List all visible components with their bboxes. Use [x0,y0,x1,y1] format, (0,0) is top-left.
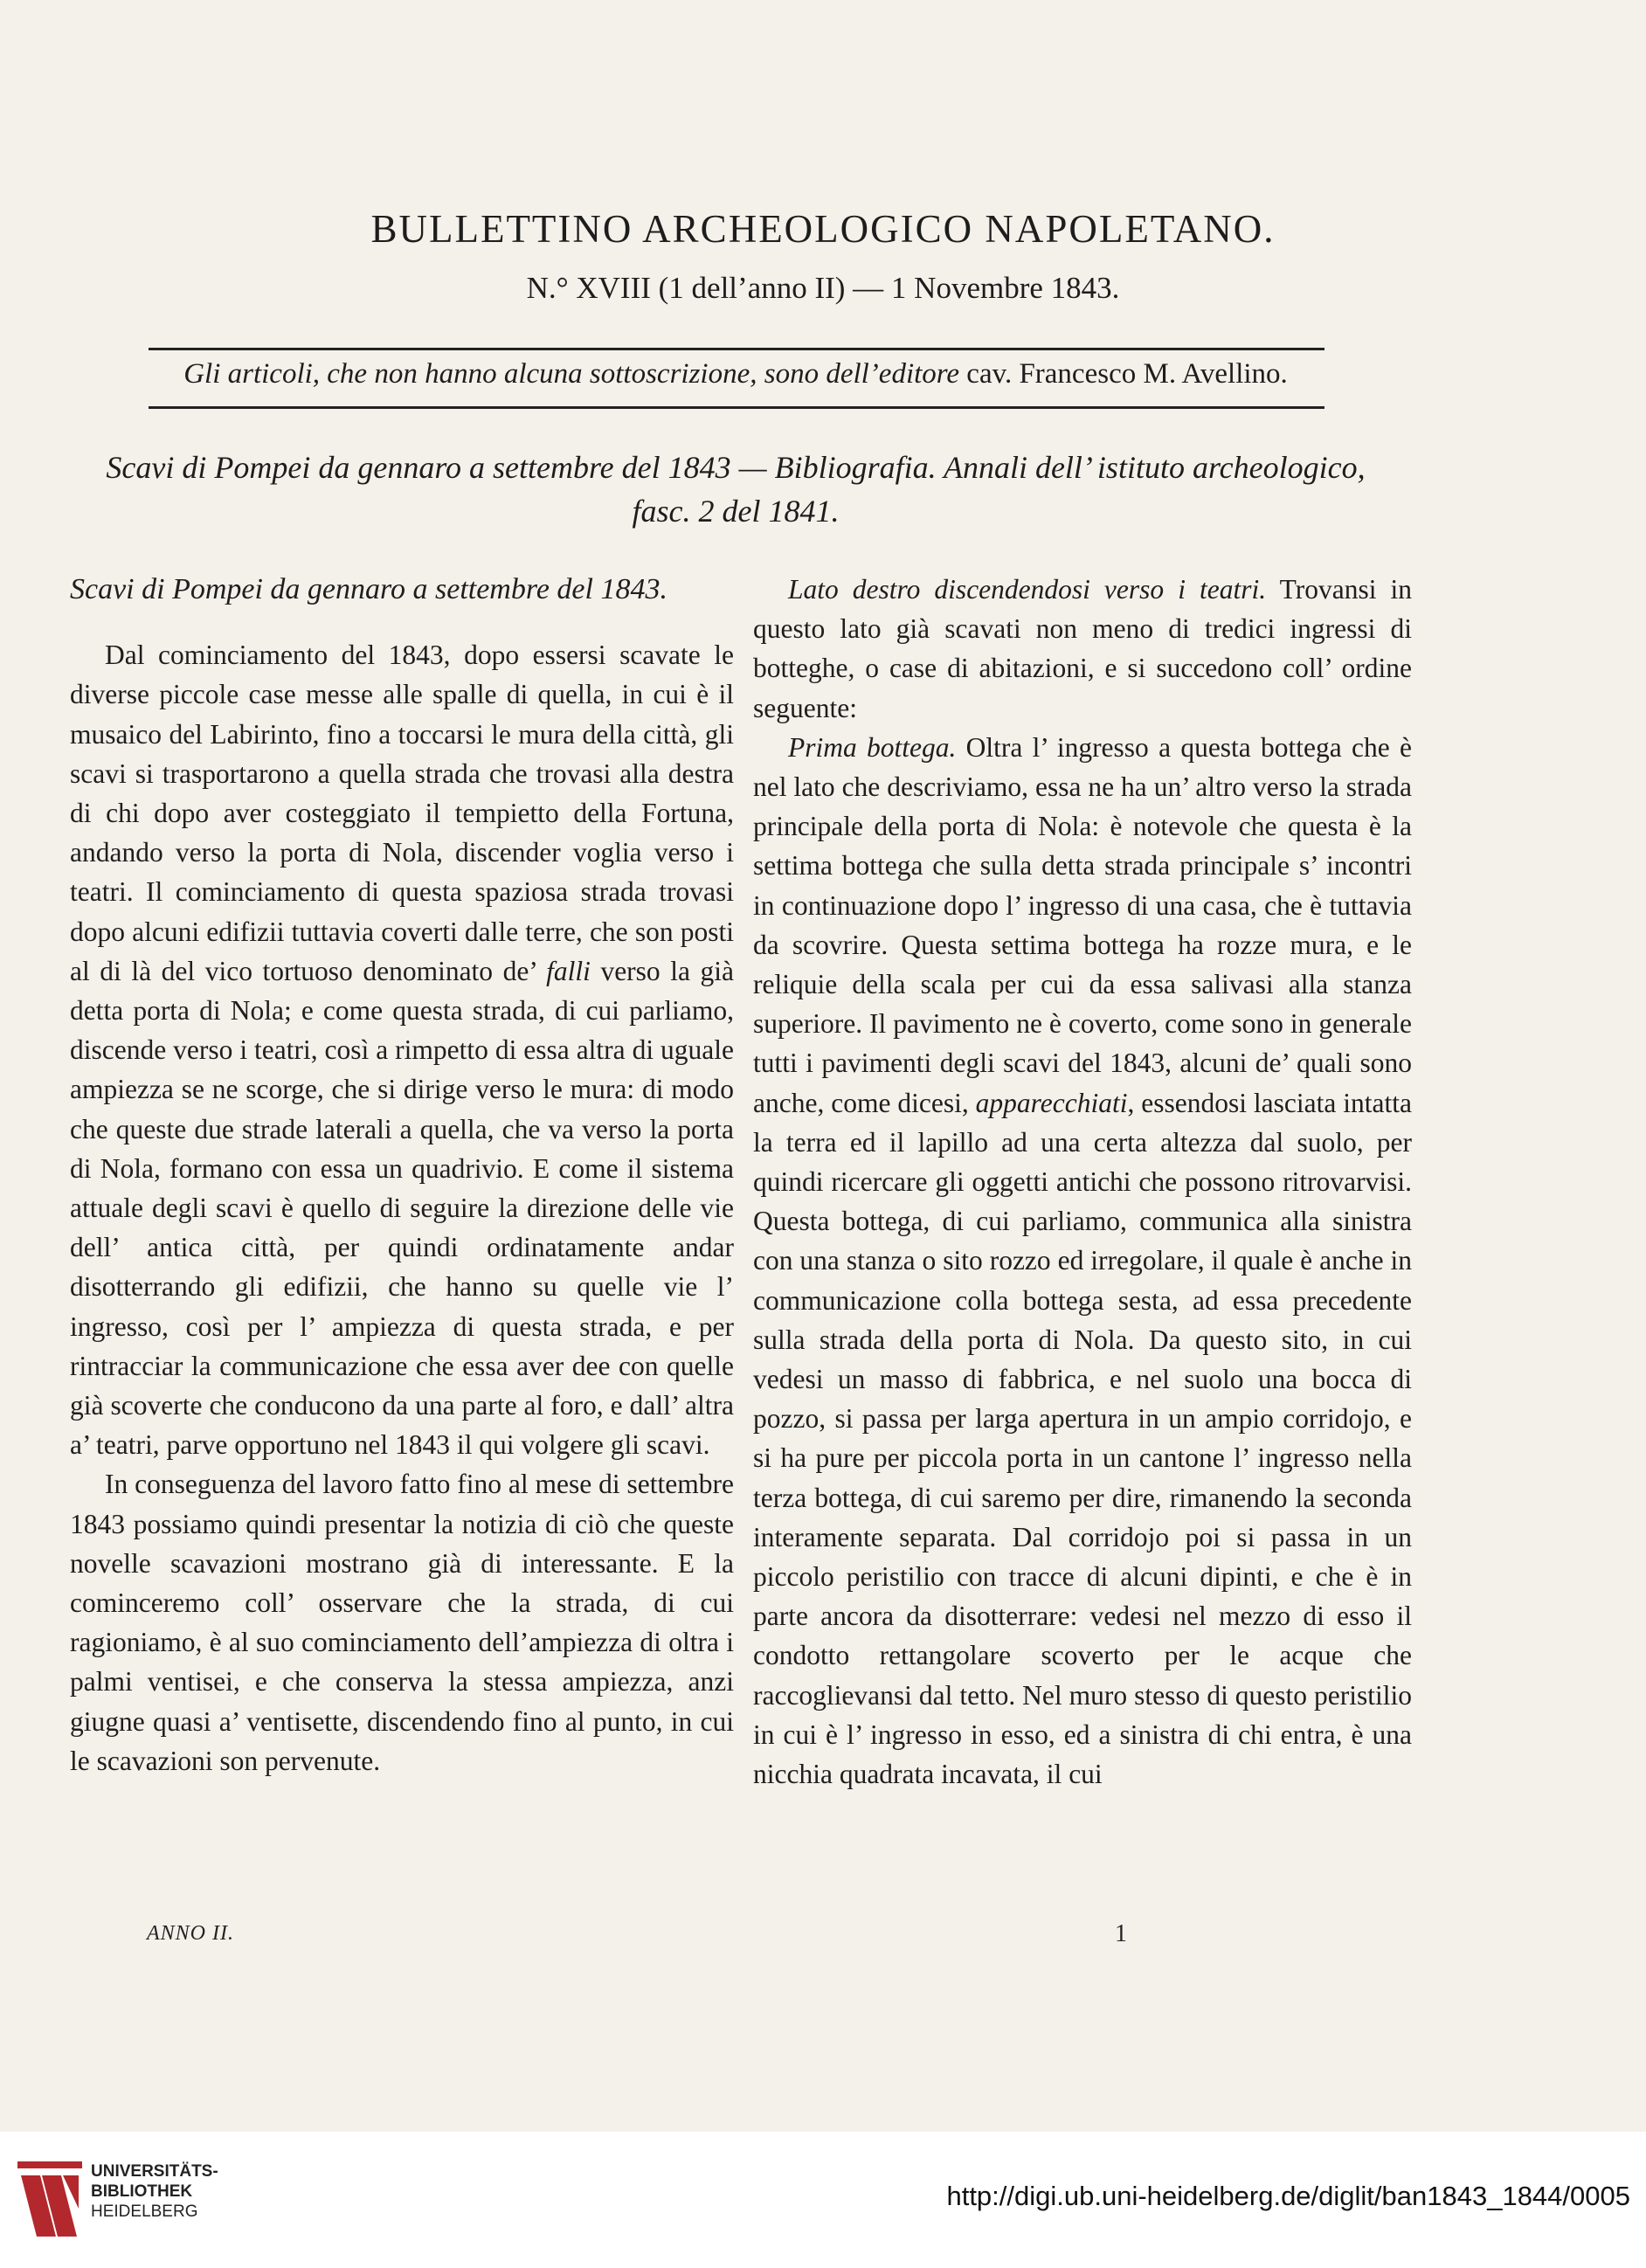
library-name-line: BIBLIOTHEK [91,2182,193,2201]
footer-volume: ANNO II. [147,1922,234,1945]
paragraph-text: Dal cominciamento del 1843, dopo essersi scavate le diverse piccole case messe alle spalle di quella, in cui è il musaico del Labirinto, fino a toccarsi le mura della città, gli scavi si trasportarono a quella strada che trovasi alla destra di chi dopo aver costeggiato il tempietto della Fortuna, andando verso la porta di Nola, discender voglia verso i teatri. Il cominciamento di questa spaziosa strada trovasi dopo alcuni edifizii tuttavia coverti dalle terre, che son posti al di là del vico tortuoso denominato de’ [70,640,734,986]
subsection-heading: Lato destro discendendosi verso i teatri. [788,574,1267,605]
library-name [91,2161,218,2222]
paragraph-text: , essendosi lasciata intatta la terra ed il lapillo ad una certa altezza dal suolo, per quindi ricercare gli oggetti antichi che possono ritrovarvisi. Questa bottega, di cui parliamo, communica alla sinistra con una stanza o sito rozzo ed irregolare, il quale è anche in communicazione colla bottega sesta, ad essa precedente sulla strada della porta di Nola. Da questo sito, in cui vedesi un masso di fabbrica, e nel suolo una bocca di pozzo, si passa per larga apertura in un ampio corridojo, e si ha pure per piccola porta in un cantone l’ ingresso nella terza bottega, di cui saremo per dire, rimanendo la seconda interamente separata. Dal corridojo poi si passa in un piccolo peristilio con tracce di alcuni dipinti, e che è in parte ancora da disotterrare: vedesi nel mezzo di esso il condotto rettangolare scoverto per le acque che raccoglievansi dal tetto. Nel muro stesso di questo peristilio in cui è l’ ingresso in esso, ed a sinistra di chi entra, è una nicchia quadrata incavata, il cui [753,1087,1412,1790]
editor-note-italic: Gli articoli, che non hanno alcuna sottoscrizione, sono dell’editore [183,358,960,390]
subsection-heading: Prima bottega. [788,731,957,763]
paragraph-text: Oltra l’ ingresso a questa bottega che è nel lato che descriviamo, essa ne ha un’ altro verso la strada principale della porta di Nola: è notevole che questa è la settima bottega che sulla detta strada principale s’ incontri in continuazione dopo l’ ingresso di una casa, che è tuttavia da scovrire. Questa settima bottega ha rozze mura, e le reliquie della scala per cui da essa salivasi alla stanza superiore. Il pavimento ne è coverto, come sono in generale tutti i pavimenti degli scavi del 1843, alcuni de’ quali sono anche, come dicesi, [753,731,1412,1118]
right-column [753,570,1412,1794]
paragraph [753,570,1412,728]
left-column [70,570,734,1781]
journal-title: BULLETTINO ARCHEOLOGICO NAPOLETANO. [370,207,1276,251]
contents-summary [70,446,1401,533]
page-number: 1 [1115,1920,1127,1947]
bottom-rule [149,406,1324,409]
editor-name: cav. Francesco M. Avellino. [966,358,1288,390]
paragraph-text: verso la già detta porta di Nola; e come questa strada, di cui parliamo, discende verso i teatri, così a rimpetto di essa altra di uguale ampiezza se ne scorge, che si dirige verso le mura: di modo che queste due strade laterali a quella, che va verso la porta di Nola, formano con essa un quadrivio. E come il sistema attuale degli scavi è quello di seguire la direzione delle vie dell’ antica città, per quindi ordinatamente andar disotterrando gli edifizii, che hanno su quelle vie l’ ingresso, così per l’ ampiezza di questa strada, e per rintracciar la communicazione che essa aver dee con quelle già scoverte che conducono da una parte al foro, e dall’ altra a’ teatri, parve opportuno nel 1843 il qui volgere gli scavi. [70,955,735,1461]
library-logo-icon [17,2156,82,2244]
paragraph [753,728,1412,1794]
paragraph [70,635,734,1464]
contents-line-1: Scavi di Pompei da gennaro a settembre del 1843 — Bibliografia. Annali dell’ istituto archeologico, [106,450,1366,485]
issue-line: N.° XVIII (1 dell’anno II) — 1 Novembre 1843. [526,271,1120,305]
section-heading: Scavi di Pompei da gennaro a settembre del 1843. [70,573,667,605]
contents-line-2: fasc. 2 del 1841. [632,494,840,529]
paragraph: In conseguenza del lavoro fatto fino al mese di settembre 1843 possiamo quindi presentar la notizia di ciò che queste novelle scavazioni mostrano già di interessante. E la cominceremo coll’ osservare che la strada, di cui ragioniamo, è al suo cominciamento dell’ampiezza di oltra i palmi ventisei, e che conserva la stessa ampiezza, anzi giugne quasi a’ ventisette, discendendo fino al punto, in cui le scavazioni son pervenute. [70,1469,734,1776]
library-name-line: UNIVERSITÄTS- [91,2162,218,2181]
italic-term: falli [546,955,591,986]
top-rule [149,348,1324,350]
library-name-line: HEIDELBERG [91,2202,198,2221]
source-url-link[interactable]: http://digi.ub.uni-heidelberg.de/diglit/ban1843_1844/0005 [946,2181,1630,2211]
italic-term: apparecchiati [975,1087,1128,1118]
editor-note [131,358,1340,391]
paragraph-text: Trovansi in questo lato già scavati non meno di tredici ingressi di botteghe, o case di abitazioni, e si succedono coll’ ordine seguente: [753,574,1412,723]
